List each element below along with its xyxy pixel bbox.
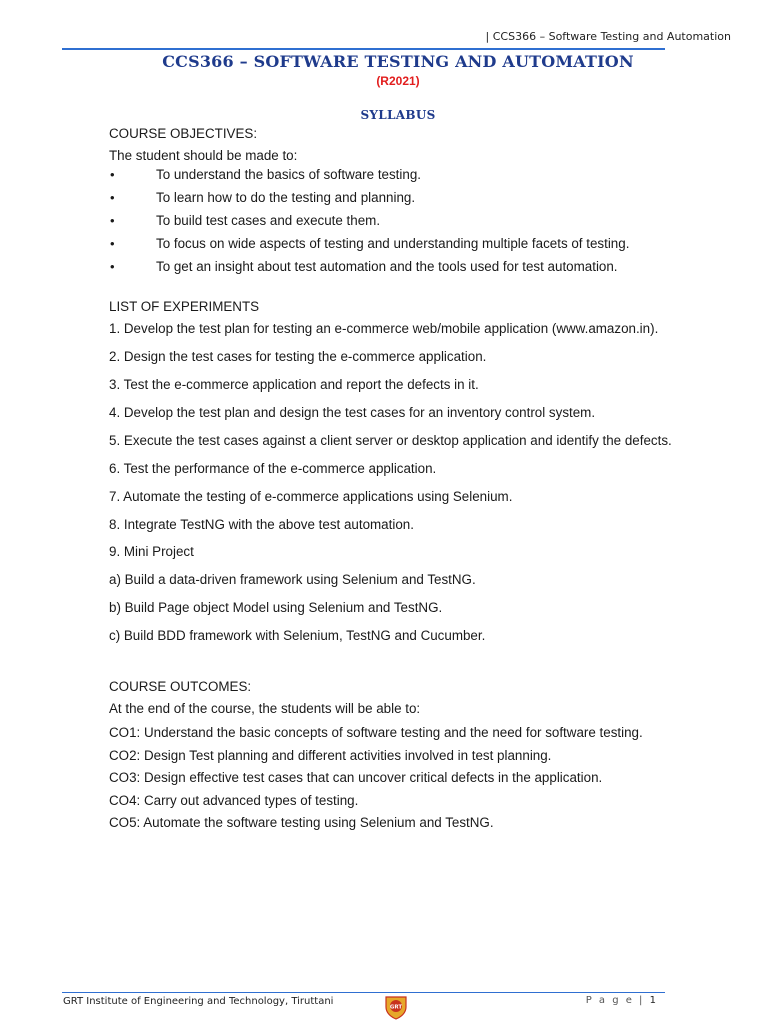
bullet-icon: • [110,236,115,251]
objective-item: To get an insight about test automation and the tools used for test automation. [156,259,618,274]
page-label: P a g e | [585,995,645,1006]
experiment-item: 9. Mini Project [109,544,194,559]
outcome-item: CO2: Design Test planning and different activities involved in test planning. [109,748,552,763]
experiment-subitem: a) Build a data-driven framework using Selenium and TestNG. [109,572,476,587]
running-header: | CCS366 – Software Testing and Automation [485,30,731,43]
outcome-item: CO1: Understand the basic concepts of software testing and the need for software testing. [109,725,643,740]
experiment-item: 1. Develop the test plan for testing an e-commerce web/mobile application (www.amazon.in). [109,321,659,336]
outcomes-heading: COURSE OUTCOMES: [109,679,252,694]
experiment-subitem: b) Build Page object Model using Selenium and TestNG. [109,600,443,615]
institution-logo-icon [384,994,408,1020]
objective-item: To focus on wide aspects of testing and understanding multiple facets of testing. [156,236,630,251]
experiment-subitem: c) Build BDD framework with Selenium, TestNG and Cucumber. [109,628,486,643]
objective-item: To learn how to do the testing and planning. [156,190,416,205]
objective-item: To build test cases and execute them. [156,213,381,228]
outcome-item: CO5: Automate the software testing using Selenium and TestNG. [109,815,494,830]
experiment-item: 5. Execute the test cases against a client server or desktop application and identify the defects. [109,433,672,448]
footer-institution: GRT Institute of Engineering and Technology, Tiruttani [63,996,334,1007]
objectives-intro: The student should be made to: [109,148,298,163]
outcome-item: CO3: Design effective test cases that can uncover critical defects in the application. [109,770,603,785]
experiments-heading: LIST OF EXPERIMENTS [109,299,260,314]
outcome-item: CO4: Carry out advanced types of testing. [109,793,359,808]
experiment-item: 7. Automate the testing of e-commerce applications using Selenium. [109,489,513,504]
regulation-label: (R2021) [376,74,420,88]
bullet-icon: • [110,167,115,182]
bullet-icon: • [110,259,115,274]
header-rule [62,48,665,50]
section-title: SYLLABUS [360,108,436,122]
experiment-item: 8. Integrate TestNG with the above test automation. [109,517,414,532]
outcomes-intro: At the end of the course, the students will be able to: [109,701,421,716]
page-number: 1 [649,995,656,1006]
bullet-icon: • [110,190,115,205]
bullet-icon: • [110,213,115,228]
experiment-item: 6. Test the performance of the e-commerce application. [109,461,437,476]
footer-rule [62,992,665,993]
document-title: CCS366 – SOFTWARE TESTING AND AUTOMATION [162,52,634,71]
experiment-item: 4. Develop the test plan and design the test cases for an inventory control system. [109,405,596,420]
objectives-heading: COURSE OBJECTIVES: [109,126,258,141]
experiment-item: 3. Test the e-commerce application and report the defects in it. [109,377,479,392]
objective-item: To understand the basics of software testing. [156,167,421,182]
logo-text: GRT [389,1004,403,1011]
footer-page-number [586,995,656,1006]
experiment-item: 2. Design the test cases for testing the e-commerce application. [109,349,487,364]
